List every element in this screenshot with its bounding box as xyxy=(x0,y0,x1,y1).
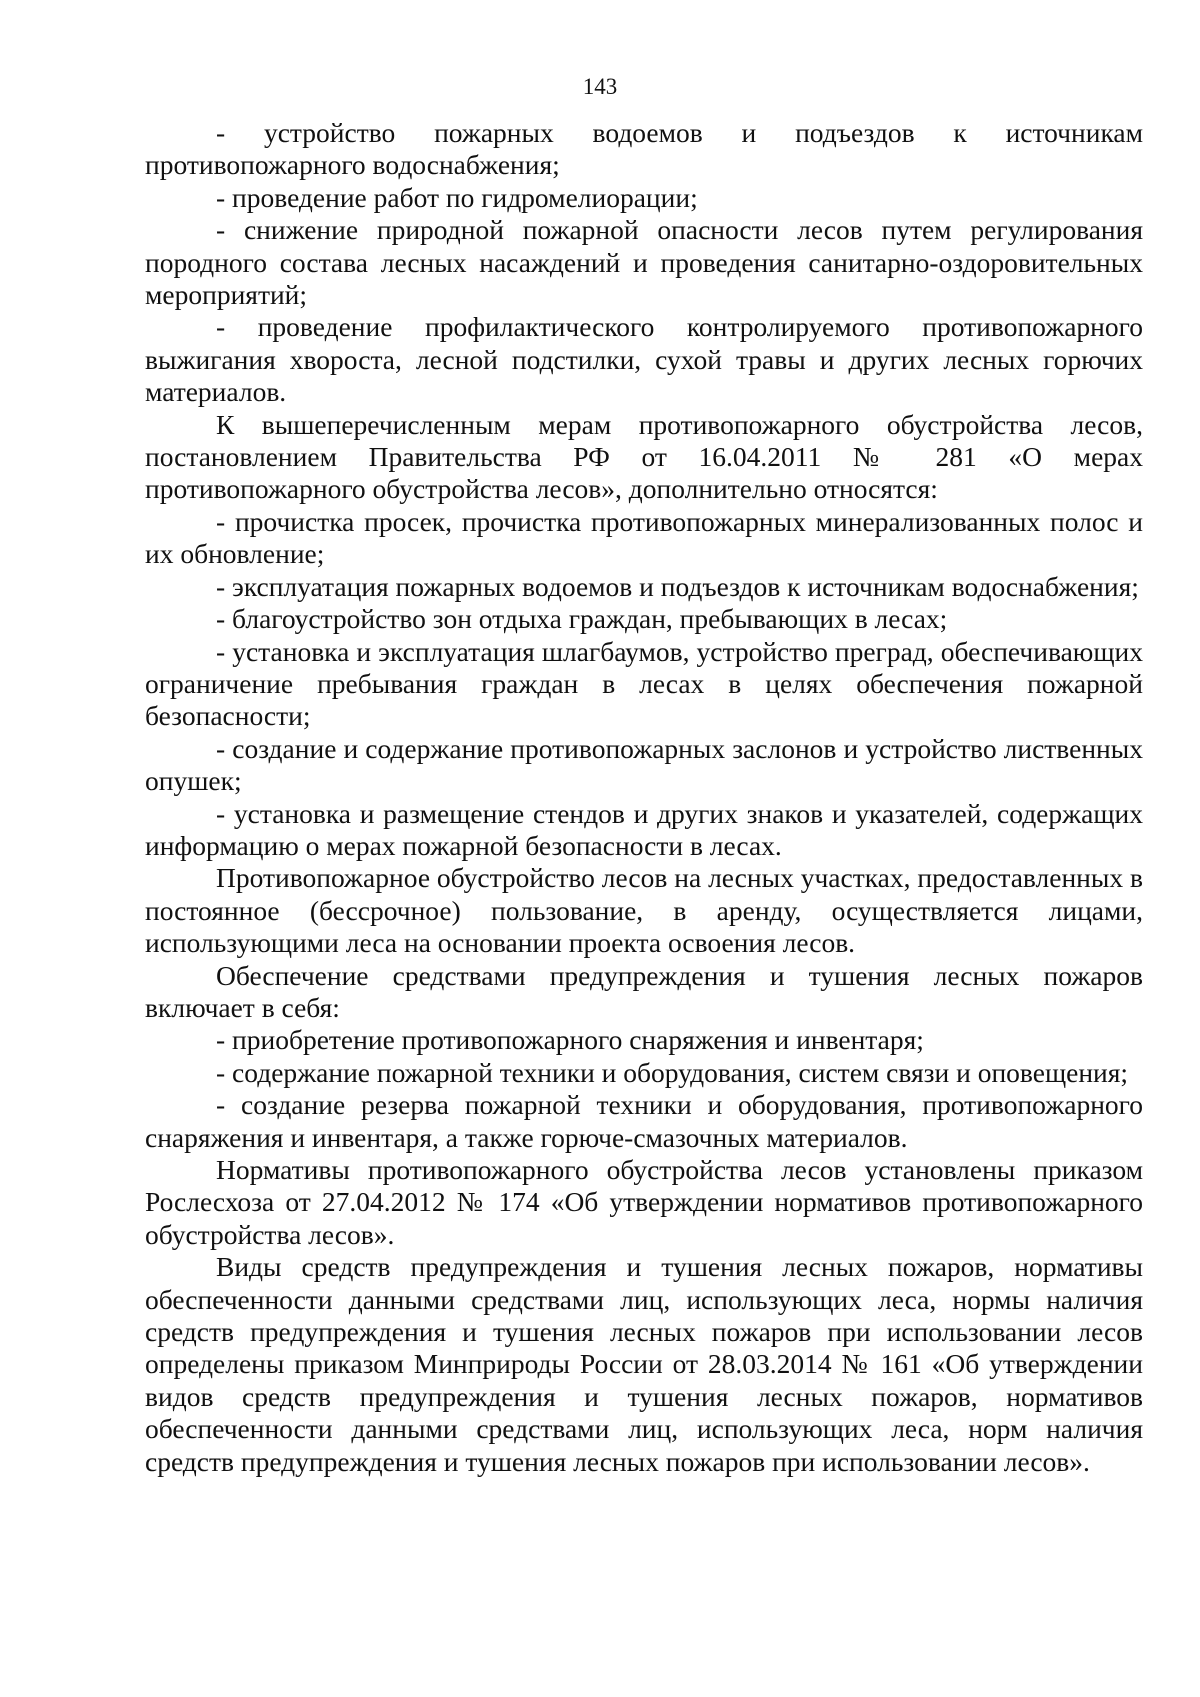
list-item-controlled-burning: - проведение профилактического контролируемого противопожарного выжигания хвороста, лесной подстилки, сухой травы и других лесных горючих материалов. xyxy=(145,311,1143,408)
list-item-information-stands: - установка и размещение стендов и других знаков и указателей, содержащих информацию о мерах пожарной безопасности в лесах. xyxy=(145,797,1143,861)
page-number: 143 xyxy=(582,74,618,99)
list-item-hydromelioration: - проведение работ по гидромелиорации; xyxy=(216,181,698,213)
list-item-fire-hazard-reduction: - снижение природной пожарной опасности лесов путем регулирования породного состава лесных насаждений и проведения санитарно-оздоровительных мероприятий; xyxy=(145,214,1143,311)
list-item-reservoir-operation: - эксплуатация пожарных водоемов и подъездов к источникам водоснабжения; xyxy=(216,570,1139,602)
list-item-recreation-zones: - благоустройство зон отдыха граждан, пребывающих в лесах; xyxy=(216,603,948,635)
paragraph-equipment-provision: Обеспечение средствами предупреждения и тушения лесных пожаров включает в себя: xyxy=(145,959,1143,1023)
list-item-maintain-machinery: - содержание пожарной техники и оборудования, систем связи и оповещения; xyxy=(216,1056,1129,1088)
list-item-fire-reservoirs: - устройство пожарных водоемов и подъездов к источникам противопожарного водоснабжения; xyxy=(145,117,1143,181)
document-body xyxy=(145,117,1143,1478)
paragraph-additional-measures: К вышеперечисленным мерам противопожарного обустройства лесов, постановлением Правительства РФ от 16.04.2011 № 281 «О мерах противопожарного обустройства лесов», дополнительно относятся: xyxy=(145,408,1143,505)
paragraph-minprirody-order: Виды средств предупреждения и тушения лесных пожаров, нормативы обеспеченности данными средствами лиц, использующих леса, нормы наличия средств предупреждения и тушения лесных пожаров при использовании лесов определены приказом Минприроды России от 28.03.2014 № 161 «Об утверждении видов средств предупреждения и тушения лесных пожаров, нормативов обеспеченности данными средствами лиц, использующих леса, норм наличия средств предупреждения и тушения лесных пожаров при использовании лесов». xyxy=(145,1251,1143,1477)
list-item-clearing-firebreaks: - прочистка просек, прочистка противопожарных минерализованных полос и их обновление; xyxy=(145,505,1143,570)
list-item-reserve-stock: - создание резерва пожарной техники и оборудования, противопожарного снаряжения и инвентаря, а также горюче-смазочных материалов. xyxy=(145,1089,1143,1153)
paragraph-leased-plots: Противопожарное обустройство лесов на лесных участках, предоставленных в постоянное (бессрочное) пользование, в аренду, осуществляется лицами, использующими леса на основании проекта освоения лесов. xyxy=(145,862,1143,959)
list-item-fire-screens: - создание и содержание противопожарных заслонов и устройство лиственных опушек; xyxy=(145,732,1143,797)
list-item-purchase-equipment: - приобретение противопожарного снаряжения и инвентаря; xyxy=(216,1024,924,1056)
list-item-barriers: - установка и эксплуатация шлагбаумов, устройство преград, обеспечивающих ограничение пребывания граждан в лесах в целях обеспечения пожарной безопасности; xyxy=(145,635,1143,732)
paragraph-rosleskhoz-order: Нормативы противопожарного обустройства лесов установлены приказом Рослесхоза от 27.04.2012 № 174 «Об утверждении нормативов противопожарного обустройства лесов». xyxy=(145,1154,1143,1250)
